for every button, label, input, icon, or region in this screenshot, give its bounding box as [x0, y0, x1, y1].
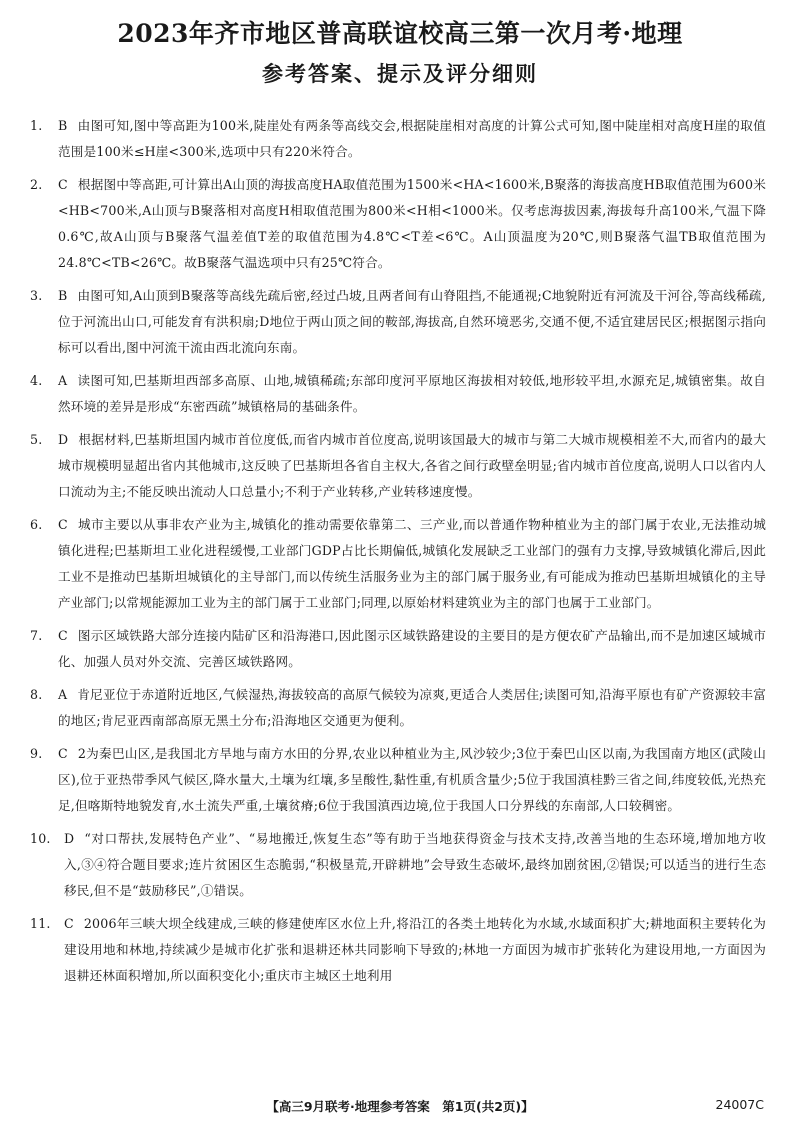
item-explanation: 由图可知,图中等高距为100米,陡崖处有两条等高线交会,根据陡崖相对高度的计算公式可知,图中陡崖相对高度H崖的取值范围是100米≤H崖<300米,选项中只有220米符合。: [58, 118, 766, 159]
item-answer: C: [58, 746, 68, 761]
item-answer: A: [58, 373, 68, 388]
item-explanation: 读图可知,巴基斯坦西部多高原、山地,城镇稀疏;东部印度河平原地区海拔相对较低,地形较平坦,水源充足,城镇密集。故自然环境的差异是形成“东密西疏”城镇格局的基础条件。: [58, 373, 766, 414]
item-number: 10.: [30, 831, 51, 846]
item-number: 4.: [30, 373, 43, 388]
answer-item-10: [30, 826, 766, 904]
item-explanation: 2为秦巴山区,是我国北方旱地与南方水田的分界,农业以种植业为主,风沙较少;3位于秦巴山区以南,为我国南方地区(武陵山区),位于亚热带季风气候区,降水量大,土壤为红壤,多呈酸性,黏性重,有机质含量少;5位于我国滇桂黔三省之间,纬度较低,光热充足,但喀斯特地貌发育,水土流失严重,土壤贫瘠;6位于我国滇西边境,位于我国人口分界线的东南部,人口较稠密。: [58, 746, 766, 813]
item-number: 9.: [30, 746, 43, 761]
item-explanation: 由图可知,A山顶到B聚落等高线先疏后密,经过凸坡,且两者间有山脊阻挡,不能通视;C地貌附近有河流及干河谷,等高线稀疏,位于河流出山口,可能发育有洪积扇;D地位于两山顶之间的鞍部,海拔高,自然环境恶劣,交通不便,不适宜建居民区;根据图示指向标可以看出,图中河流干流由西北流向东南。: [58, 288, 766, 355]
answer-item-3: [30, 283, 766, 361]
item-number: 7.: [30, 628, 43, 643]
item-answer: D: [64, 831, 75, 846]
answer-item-11: [30, 911, 766, 989]
answer-item-9: [30, 741, 766, 819]
item-explanation: 肯尼亚位于赤道附近地区,气候湿热,海拔较高的高原气候较为凉爽,更适合人类居住;读图可知,沿海平原也有矿产资源较丰富的地区;肯尼亚西南部高原无黑土分布;沿海地区交通更为便利。: [58, 687, 766, 728]
item-answer: C: [58, 628, 68, 643]
answer-item-1: [30, 113, 766, 165]
answer-item-5: [30, 427, 766, 505]
page-title: 2023年齐市地区普高联谊校高三第一次月考·地理: [117, 19, 683, 48]
item-answer: C: [64, 916, 74, 931]
answer-item-4: [30, 368, 766, 420]
answer-list: [30, 113, 766, 996]
item-answer: C: [58, 517, 68, 532]
item-number: 2.: [30, 177, 43, 192]
item-number: 3.: [30, 288, 43, 303]
item-explanation: “对口帮扶,发展特色产业”、“易地搬迁,恢复生态”等有助于当地获得资金与技术支持,改善当地的生态环境,增加地方收入,③④符合题目要求;连片贫困区生态脆弱,“积极垦荒,开辟耕地”会导致生态破坏,最终加剧贫困,②错误;可以适当的进行生态移民,但不是“鼓励移民”,①错误。: [64, 831, 766, 898]
answer-item-6: [30, 512, 766, 616]
item-number: 1.: [30, 118, 43, 133]
item-number: 8.: [30, 687, 43, 702]
item-explanation: 根据材料,巴基斯坦国内城市首位度低,而省内城市首位度高,说明该国最大的城市与第二大城市规模相差不大,而省内的最大城市规模明显超出省内其他城市,这反映了巴基斯坦各省自主权大,各省之间行政壁垒明显;省内城市首位度高,说明人口以省内人口流动为主;不能反映出流动人口总量小;不利于产业转移,产业转移速度慢。: [58, 432, 766, 499]
item-number: 11.: [30, 916, 51, 931]
item-explanation: 图示区域铁路大部分连接内陆矿区和沿海港口,因此图示区域铁路建设的主要目的是方便农矿产品输出,而不是加速区域城市化、加强人员对外交流、完善区域铁路网。: [58, 628, 766, 669]
footer-code: 24007C: [715, 1097, 764, 1112]
page-subtitle: 参考答案、提示及评分细则: [262, 62, 538, 86]
item-answer: B: [58, 118, 68, 133]
footer-page-info: 【高三9月联考·地理参考答案 第1页(共2页)】: [266, 1099, 534, 1114]
answer-item-2: [30, 172, 766, 276]
answer-item-7: [30, 623, 766, 675]
page-footer: [0, 1097, 800, 1117]
item-answer: A: [58, 687, 68, 702]
item-answer: C: [58, 177, 68, 192]
item-explanation: 根据图中等高距,可计算出A山顶的海拔高度HA取值范围为1500米<HA<1600米,B聚落的海拔高度HB取值范围为600米<HB<700米,A山顶与B聚落相对高度H相取值范围为800米<H相<1000米。仅考虑海拔因素,海拔每升高100米,气温下降0.6℃,故A山顶与B聚落气温差值T差的取值范围为4.8℃<T差<6℃。A山顶温度为20℃,则B聚落气温TB取值范围为24.8℃<TB<26℃。故B聚落气温选项中只有25℃符合。: [58, 177, 766, 270]
answer-item-8: [30, 682, 766, 734]
item-answer: D: [58, 432, 69, 447]
item-answer: B: [58, 288, 68, 303]
item-number: 6.: [30, 517, 43, 532]
item-explanation: 城市主要以从事非农产业为主,城镇化的推动需要依靠第二、三产业,而以普通作物种植业为主的部门属于农业,无法推动城镇化进程;巴基斯坦工业化进程缓慢,工业部门GDP占比长期偏低,城镇化发展缺乏工业部门的强有力支撑,导致城镇化滞后,因此工业不是推动巴基斯坦城镇化的主导部门,而以传统生活服务业为主的部门属于服务业,有可能成为推动巴基斯坦城镇化的主导产业部门;以常规能源加工业为主的部门属于工业部门;同理,以原始材料建筑业为主的部门也属于工业部门。: [58, 517, 766, 610]
item-explanation: 2006年三峡大坝全线建成,三峡的修建使库区水位上升,将沿江的各类土地转化为水域,水域面积扩大;耕地面积主要转化为建设用地和林地,持续减少是城市化扩张和退耕还林共同影响下导致的;林地一方面因为城市扩张转化为建设用地,一方面因为退耕还林面积增加,所以面积变化小;重庆市主城区土地利用: [64, 916, 766, 983]
item-number: 5.: [30, 432, 43, 447]
